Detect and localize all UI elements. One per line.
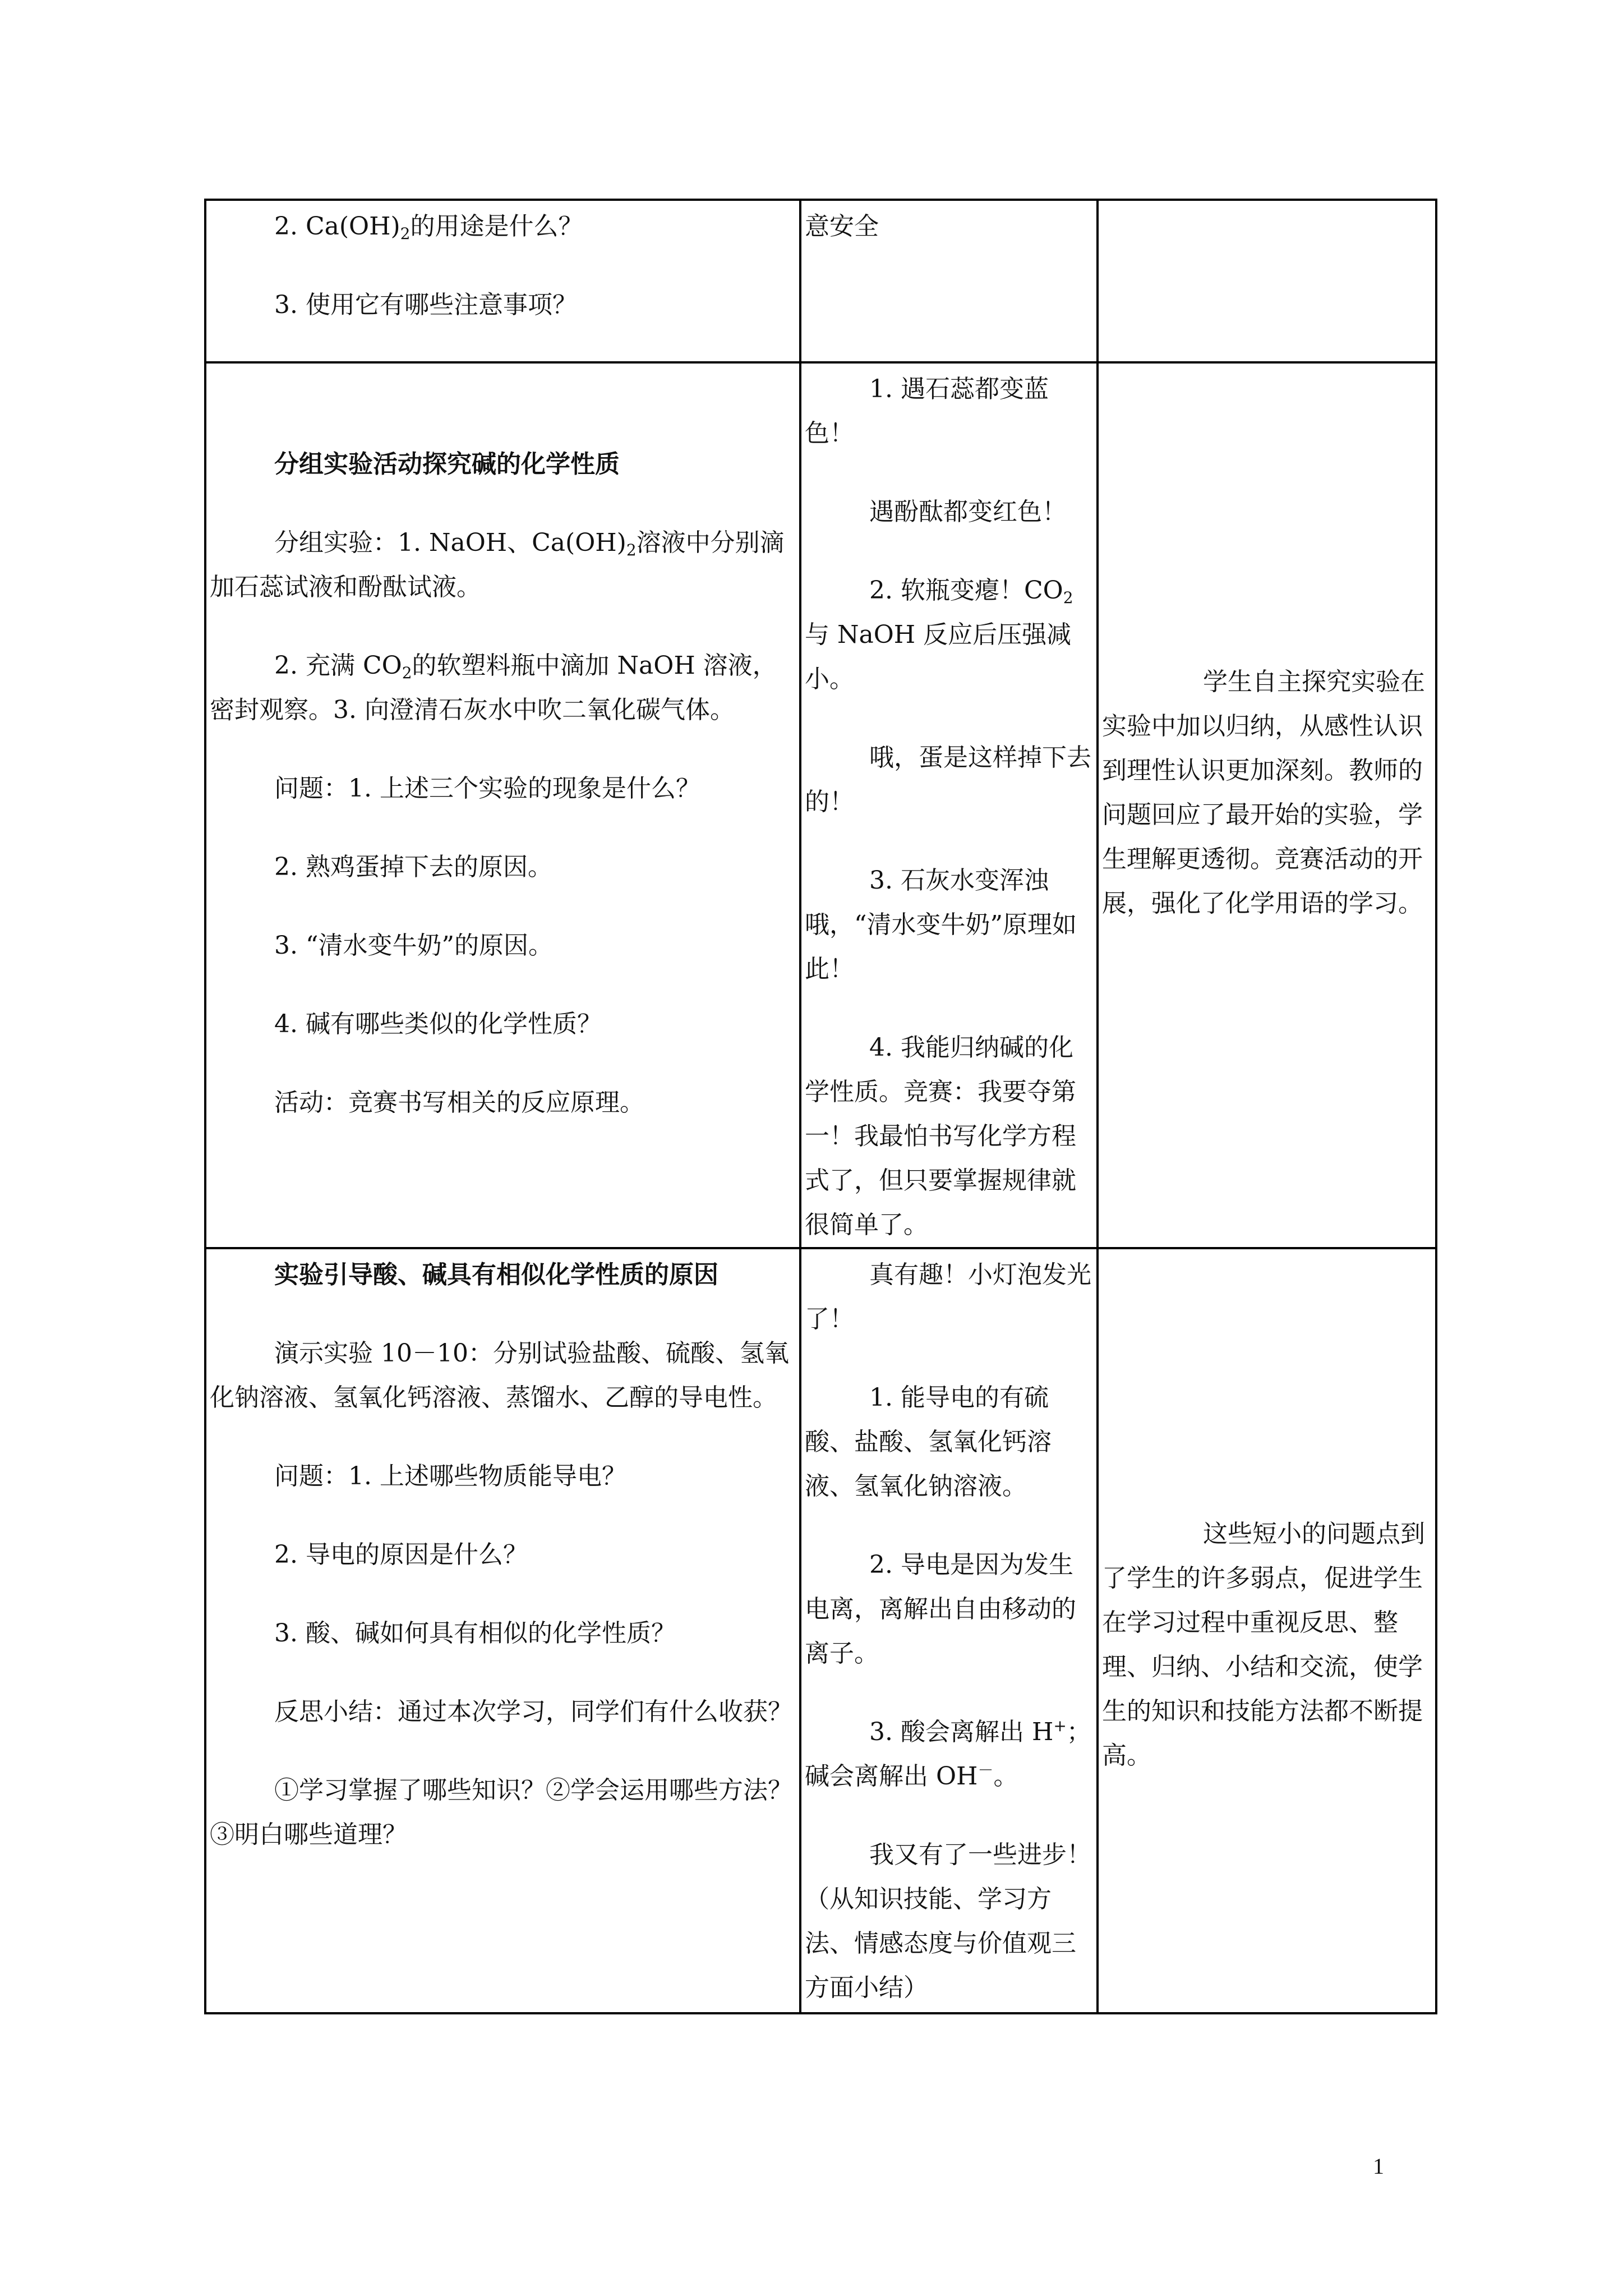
question-text: 3. 酸、碱如何具有相似的化学性质？ [274,1619,676,1648]
student-activity-cell [800,200,1098,362]
teaching-content-cell [205,1248,800,2013]
reflection-text: 反思小结：通过本次学习，同学们有什么收获？ [274,1697,792,1726]
question-text: 问题：1. 上述三个实验的现象是什么？ [274,774,700,803]
student-text: 1. 遇石蕊都变蓝色！ [805,375,1049,448]
reflection-items: ①学习掌握了哪些知识？②学会运用哪些方法？③明白哪些道理？ [210,1776,792,1849]
design-intent-cell [1098,362,1436,1248]
section-heading: 实验引导酸、碱具有相似化学性质的原因 [274,1260,718,1289]
experiment-text: 演示实验 10－10：分别试验盐酸、硫酸、氢氧化钠溶液、氢氧化钙溶液、蒸馏水、乙醇的导电性。 [210,1339,789,1412]
student-text: 意安全 [805,212,879,241]
experiment-text: 2. 充满 $CO_2$的软塑料瓶中滴加 NaOH 溶液，密封观察。3. 向澄清石灰水中吹二氧化碳气体。 [210,651,777,724]
lesson-plan-table [204,199,1437,2014]
student-text: 真有趣！小灯泡发光了！ [805,1260,1091,1333]
student-activity-cell [800,1248,1098,2013]
student-text: 3. 石灰水变浑浊哦，“清水变牛奶”原理如此！ [805,866,1077,983]
activity-text: 活动：竞赛书写相关的反应原理。 [274,1088,644,1117]
design-intent-cell [1098,1248,1436,2013]
question-text: 4. 碱有哪些类似的化学性质？ [274,1010,602,1038]
question-text: 问题：1. 上述哪些物质能导电？ [274,1462,626,1490]
question-text: 3. 使用它有哪些注意事项？ [274,291,577,319]
question-text: 2. 导电的原因是什么？ [274,1540,528,1569]
design-text: 这些短小的问题点到了学生的许多弱点，促进学生在学习过程中重视反思、整理、归纳、小结和交流，使学生的知识和技能方法都不断提高。 [1102,1520,1425,1770]
student-text: 2. 导电是因为发生电离，离解出自由移动的离子。 [805,1550,1076,1668]
student-text: 2. 软瓶变瘪！$CO_2$与 NaOH 反应后压强减小。 [805,576,1073,693]
section-heading: 分组实验活动探究碱的化学性质 [274,450,620,478]
student-text: 4. 我能归纳碱的化学性质。竞赛：我要夺第一！我最怕书写化学方程式了，但只要掌握规律就很简单了。 [805,1033,1076,1239]
question-text: 3. “清水变牛奶”的原因。 [274,931,553,960]
student-activity-cell [800,362,1098,1248]
student-text: 遇酚酞都变红色！ [869,498,1067,526]
student-text: 哦，蛋是这样掉下去的！ [805,743,1091,816]
student-text: 3. 酸会离解出 H+；碱会离解出 OH－。 [805,1717,1091,1791]
design-intent-cell [1098,200,1436,362]
question-text: 2. $Ca(OH)_2$的用途是什么？ [274,212,583,243]
question-text: 2. 熟鸡蛋掉下去的原因。 [274,853,552,881]
teaching-content-cell [205,200,800,362]
table-row [205,200,1436,362]
student-text: 1. 能导电的有硫酸、盐酸、氢氧化钙溶液、氢氧化钠溶液。 [805,1383,1052,1501]
experiment-text: 分组实验：1. NaOH、$Ca(OH)_2$溶液中分别滴加石蕊试液和酚酞试液。 [210,528,785,601]
teaching-content-cell [205,362,800,1248]
table-row [205,1248,1436,2013]
page-number: 1 [1373,2154,1384,2179]
table-row [205,362,1436,1248]
student-text: 我又有了一些进步！（从知识技能、学习方法、情感态度与价值观三方面小结） [805,1841,1091,2002]
design-text: 学生自主探究实验在实验中加以归纳，从感性认识到理性认识更加深刻。教师的问题回应了最开始的实验，学生理解更透彻。竞赛活动的开展，强化了化学用语的学习。 [1102,668,1425,918]
